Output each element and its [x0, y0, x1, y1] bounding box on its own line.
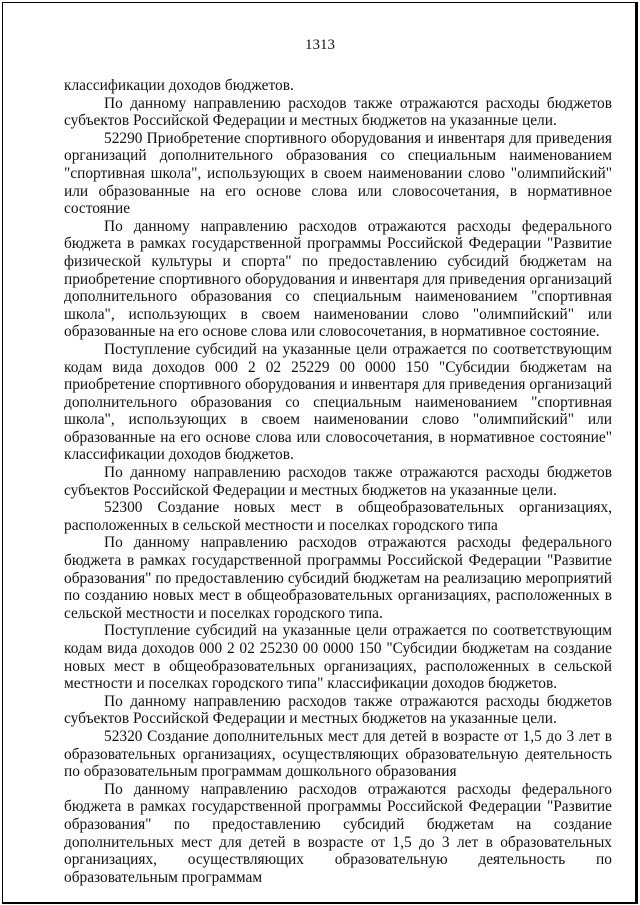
page-number: 1313 — [305, 37, 335, 53]
section-heading-52290: 52290 Приобретение спортивного оборудования и инвентаря для приведения организаций дополнительного образования со специальным наименованием "спортивная школа", использующих в своем наименовании слово "олимпийский" или образованные на его основе слова или словосочетания, в нормативное состояние — [64, 129, 612, 218]
section-heading-52300: 52300 Создание новых мест в общеобразовательных организациях, расположенных в сельской местности и поселках городского типа — [64, 499, 612, 534]
paragraph: По данному направлению расходов отражаются расходы федерального бюджета в рамках государственной программы Российской Федерации "Развитие образования" по предоставлению субсидий бюджетам на реализацию мероприятий по созданию новых мест в общеобразовательных организациях, расположенных в сельской местности и поселках городского типа. — [64, 534, 612, 622]
paragraph: Поступление субсидий на указанные цели отражается по соответствующим кодам вида доходов 000 2 02 25230 00 0000 150 "Субсидии бюджетам на создание новых мест в общеобразовательных организациях, расположенных в сельской местности и поселках городского типа" классификации доходов бюджетов. — [64, 622, 612, 693]
paragraph: классификации доходов бюджетов. — [64, 77, 294, 94]
section-heading-52320: 52320 Создание дополнительных мест для детей в возрасте от 1,5 до 3 лет в образовательных организациях, осуществляющих образовательную деятельность по образовательным программам дошкольного образования — [64, 727, 612, 781]
paragraph: По данному направлению расходов также отражаются расходы бюджетов субъектов Российской Федерации и местных бюджетов на указанные цели. — [64, 94, 612, 130]
paragraph: По данному направлению расходов также отражаются расходы бюджетов субъектов Российской Федерации и местных бюджетов на указанные цели. — [64, 692, 612, 728]
paragraph: По данному направлению расходов также отражаются расходы бюджетов субъектов Российской Федерации и местных бюджетов на указанные цели. — [64, 464, 612, 499]
paragraph: По данному направлению расходов отражаются расходы федерального бюджета в рамках государственной программы Российской Федерации "Развитие физической культуры и спорта" по предоставлению субсидий бюджетам на приобретение спортивного оборудования и инвентаря для приведения организаций дополнительного образования со специальным наименованием "спортивная школа", использующих в своем наименовании слово "олимпийский" или образованные на его основе слова или словосочетания, в нормативное состояние. — [64, 217, 612, 341]
paragraph: Поступление субсидий на указанные цели отражается по соответствующим кодам вида доходов 000 2 02 25229 00 0000 150 "Субсидии бюджетам на приобретение спортивного оборудования и инвентаря для приведения организаций дополнительного образования со специальным наименованием "спортивная школа", использующих в своем наименовании слово "олимпийский" или образованные на его основе слова или словосочетания, в нормативное состояние" классификации доходов бюджетов. — [64, 340, 612, 464]
document-body — [64, 77, 612, 886]
paragraph: По данному направлению расходов отражаются расходы федерального бюджета в рамках государственной программы Российской Федерации "Развитие образования" по предоставлению субсидий бюджетам на создание дополнительных мест для детей в возрасте от 1,5 до 3 лет в образовательных организациях, осуществляющих образовательную деятельность по образовательным программам — [64, 780, 612, 886]
